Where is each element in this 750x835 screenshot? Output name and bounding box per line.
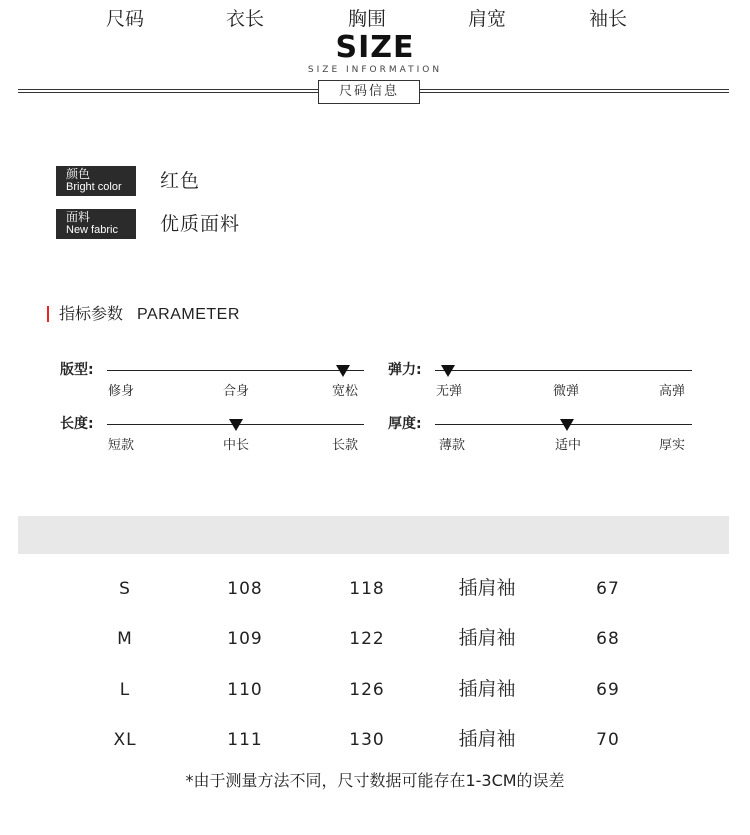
table-cell: XL [113, 730, 137, 750]
scale-length [60, 416, 365, 456]
table-cell: 130 [349, 730, 385, 750]
scale-elasticity-marker [441, 365, 455, 377]
table-cell: 插肩袖 [458, 627, 516, 649]
size-table-header-cell: 尺码 [105, 8, 144, 30]
scale-fit-option: 宽松 [331, 384, 359, 399]
scale-thickness-option: 厚实 [658, 438, 686, 453]
table-cell: 插肩袖 [458, 678, 516, 700]
color-value: 红色 [160, 170, 201, 192]
scale-elasticity-track [435, 370, 692, 371]
size-title: SIZE [335, 30, 415, 65]
scale-thickness-option: 薄款 [438, 438, 466, 453]
scale-length-option: 长款 [331, 438, 359, 453]
table-cell: 122 [349, 629, 385, 649]
parameter-heading-zh: 指标参数 [59, 304, 124, 323]
table-cell: 110 [227, 680, 263, 700]
table-cell: 67 [596, 579, 620, 599]
size-table-header-cell: 衣长 [225, 8, 264, 30]
table-cell: 插肩袖 [458, 728, 516, 750]
table-cell: 108 [227, 579, 263, 599]
color-badge [56, 166, 136, 196]
size-table-header-cell: 胸围 [347, 8, 386, 30]
scale-fit-label: 版型: [60, 362, 94, 378]
fabric-badge-zh: 面料 [66, 210, 91, 224]
table-cell: 118 [349, 579, 385, 599]
table-cell: 70 [596, 730, 620, 750]
table-cell: 68 [596, 629, 620, 649]
table-cell: M [117, 629, 133, 649]
size-table-header-cell: 肩宽 [467, 8, 506, 30]
scale-fit [60, 362, 365, 402]
scale-thickness [388, 416, 693, 456]
table-cell: L [119, 680, 131, 700]
size-table-header [18, 516, 729, 554]
fabric-badge [56, 209, 136, 239]
parameter-heading [59, 303, 240, 326]
scale-length-option: 短款 [107, 438, 135, 453]
scale-fit-track [107, 370, 364, 371]
scale-elasticity-option: 微弹 [552, 384, 580, 399]
size-subtitle: SIZE INFORMATION [307, 65, 443, 75]
size-table-header-cell: 袖长 [588, 8, 627, 30]
fabric-value: 优质面料 [160, 213, 241, 235]
parameter-accent-bar [47, 306, 49, 322]
scale-elasticity [388, 362, 693, 402]
scale-fit-option: 合身 [222, 384, 250, 399]
scale-elasticity-label: 弹力: [388, 362, 422, 378]
scale-thickness-option: 适中 [554, 438, 582, 453]
parameter-heading-en: PARAMETER [137, 306, 240, 323]
table-cell: 111 [227, 730, 263, 750]
scale-length-marker [229, 419, 243, 431]
color-badge-en: Bright color [66, 181, 122, 193]
scale-fit-marker [336, 365, 350, 377]
scale-thickness-marker [560, 419, 574, 431]
table-cell: 插肩袖 [458, 577, 516, 599]
table-cell: 109 [227, 629, 263, 649]
table-cell: S [119, 579, 131, 599]
scale-length-label: 长度: [60, 416, 94, 432]
scale-elasticity-option: 高弹 [658, 384, 686, 399]
table-cell: 69 [596, 680, 620, 700]
scale-elasticity-option: 无弹 [435, 384, 463, 399]
table-cell: 126 [349, 680, 385, 700]
measurement-note: *由于测量方法不同，尺寸数据可能存在1-3CM的误差 [185, 771, 565, 790]
scale-thickness-label: 厚度: [388, 416, 422, 432]
scale-length-option: 中长 [222, 438, 250, 453]
scale-fit-option: 修身 [107, 384, 135, 399]
fabric-badge-en: New fabric [66, 224, 118, 236]
color-badge-zh: 颜色 [66, 167, 91, 181]
size-info-label-box: 尺码信息 [318, 80, 420, 104]
